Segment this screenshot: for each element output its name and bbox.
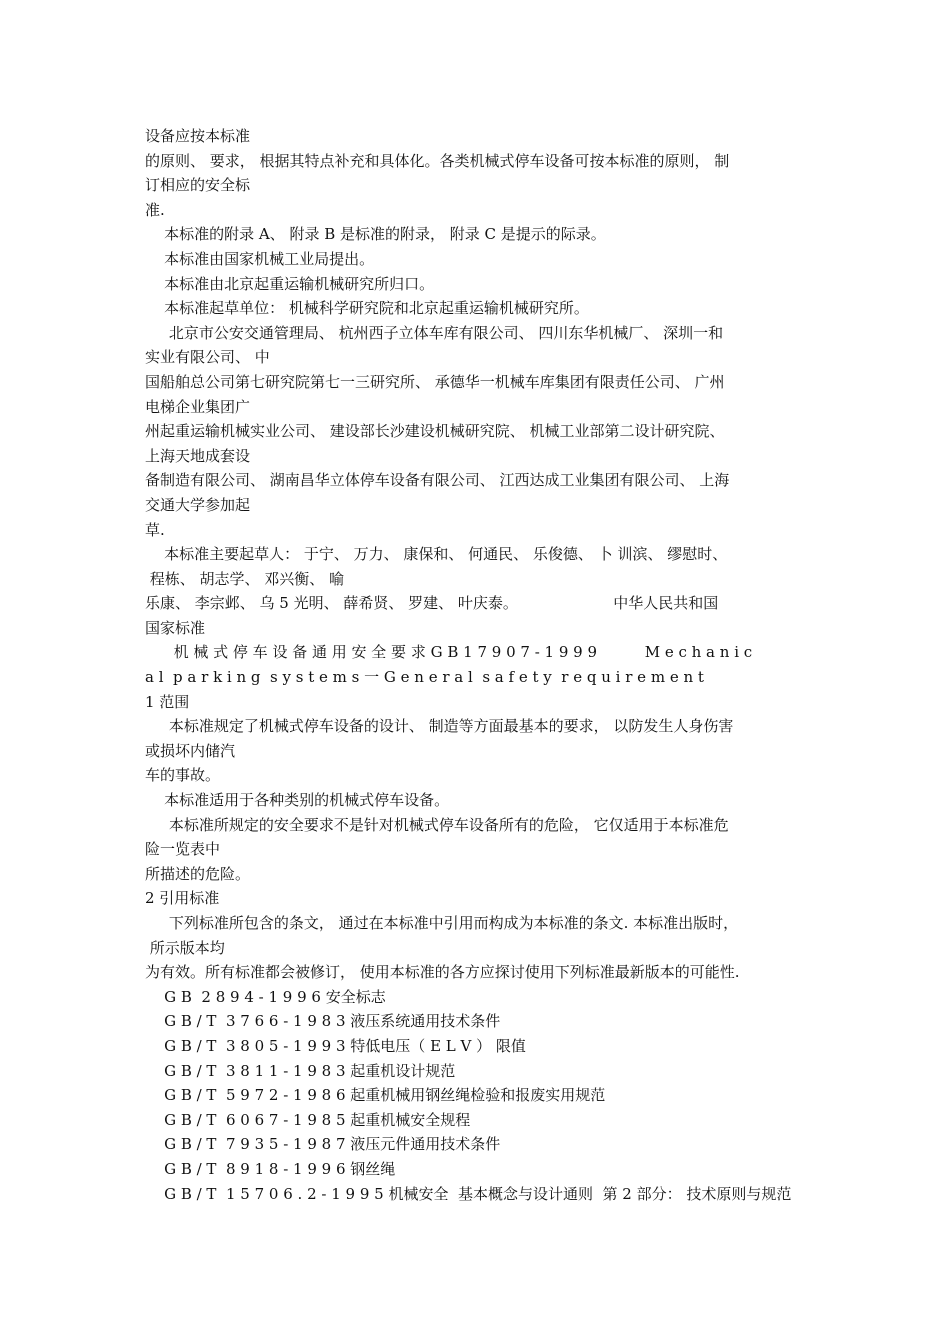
reference-item: G B / T 7 9 3 5 - 1 9 8 7 液压元件通用技术条件 (145, 1135, 501, 1154)
text-line: 订相应的安全标 (145, 176, 251, 195)
text-line: 国家标准 (145, 618, 206, 637)
standard-title-line: a l p a r k i n g s y s t e m s 一 G e n e r a l s a f e t y r e q u i r e m e n t (145, 668, 704, 687)
reference-item: G B / T 5 9 7 2 - 1 9 8 6 起重机械用钢丝绳检验和报废实用规范 (145, 1086, 606, 1105)
text-line: 本标准适用于各种类别的机械式停车设备。 (145, 791, 450, 810)
reference-item: G B / T 6 0 6 7 - 1 9 8 5 起重机械安全规程 (145, 1110, 471, 1129)
reference-item: G B / T 3 7 6 6 - 1 9 8 3 液压系统通用技术条件 (145, 1012, 501, 1031)
text-line: 本标准起草单位： 机械科学研究院和北京起重运输机械研究所。 (145, 299, 589, 318)
text-line: 草. (145, 520, 165, 539)
text-line: 电梯企业集团广 (145, 397, 251, 416)
text-line: 本标准由北京起重运输机械研究所归口。 (145, 274, 435, 293)
reference-item: G B / T 1 5 7 0 6 . 2 - 1 9 9 5 机械安全 基本概念与设计通则 第 2 部分： 技术原则与规范 (145, 1184, 792, 1203)
text-line: 所描述的危险。 (145, 864, 251, 883)
document-body (145, 124, 817, 1206)
text-line: 北京市公安交通管理局、 杭州西子立体车库有限公司、 四川东华机械厂、 深圳一和 (145, 323, 724, 342)
text-line: 本标准所规定的安全要求不是针对机械式停车设备所有的危险， 它仅适用于本标准危 (145, 815, 729, 834)
text-line: 或损坏内储汽 (145, 741, 236, 760)
text-line: 的原则、 要求， 根据其特点补充和具体化。各类机械式停车设备可按本标准的原则， 制 (145, 151, 730, 170)
text-line: 下列标准所包含的条文， 通过在本标准中引用而构成为本标准的条文. 本标准出版时， (145, 914, 739, 932)
text-line: 设备应按本标准 (145, 127, 251, 145)
reference-item: G B / T 8 9 1 8 - 1 9 9 6 钢丝绳 (145, 1159, 396, 1178)
text-line: 所示版本均 (145, 938, 225, 957)
text-line: 本标准主要起草人： 于宁、 万力、 康保和、 何通民、 乐俊德、 卜 训滨、 缪慰时、 (145, 545, 728, 564)
reference-item: G B 2 8 9 4 - 1 9 9 6 安全标志 (145, 987, 386, 1006)
reference-item: G B / T 3 8 0 5 - 1 9 9 3 特低电压（ E L V ） 限值 (145, 1036, 526, 1055)
text-line: 车的事故。 (145, 766, 221, 785)
text-line: 程栋、 胡志学、 邓兴衡、 喻 (145, 569, 345, 588)
reference-item: G B / T 3 8 1 1 - 1 9 8 3 起重机设计规范 (145, 1061, 456, 1080)
text-line: 准. (145, 200, 165, 219)
section-heading: 2 引用标准 (145, 889, 220, 908)
text-line: 险一览表中 (145, 840, 221, 859)
text-line: 备制造有限公司、 湖南昌华立体停车设备有限公司、 江西达成工业集团有限公司、 上海 (145, 471, 730, 490)
text-line: 上海天地成套设 (145, 446, 251, 465)
text-line: 交通大学参加起 (145, 495, 251, 514)
text-line: 乐康、 李宗邺、 乌 5 光明、 薛希贤、 罗建、 叶庆泰。 中华人民共和国 (145, 594, 719, 613)
text-line: 州起重运输机械实业公司、 建设部长沙建设机械研究院、 机械工业部第二设计研究院、 (145, 422, 725, 441)
standard-title-line: 机 械 式 停 车 设 备 通 用 安 全 要 求 G B 1 7 9 0 7 - 1 9 9 9 M e c h a n i c (145, 643, 753, 662)
text-line: 本标准规定了机械式停车设备的设计、 制造等方面最基本的要求， 以防发生人身伤害 (145, 717, 734, 736)
text-line: 本标准由国家机械工业局提出。 (145, 249, 375, 268)
text-line: 本标准的附录 A、 附录 B 是标准的附录， 附录 C 是提示的际录。 (145, 225, 606, 244)
section-heading: 1 范围 (145, 692, 190, 711)
text-line: 实业有限公司、 中 (145, 348, 270, 367)
text-line: 为有效。所有标准都会被修订， 使用本标准的各方应探讨使用下列标准最新版本的可能性. (145, 963, 740, 982)
text-line: 国船舶总公司第七研究院第七一三研究所、 承德华一机械车库集团有限责任公司、 广州 (145, 372, 725, 391)
